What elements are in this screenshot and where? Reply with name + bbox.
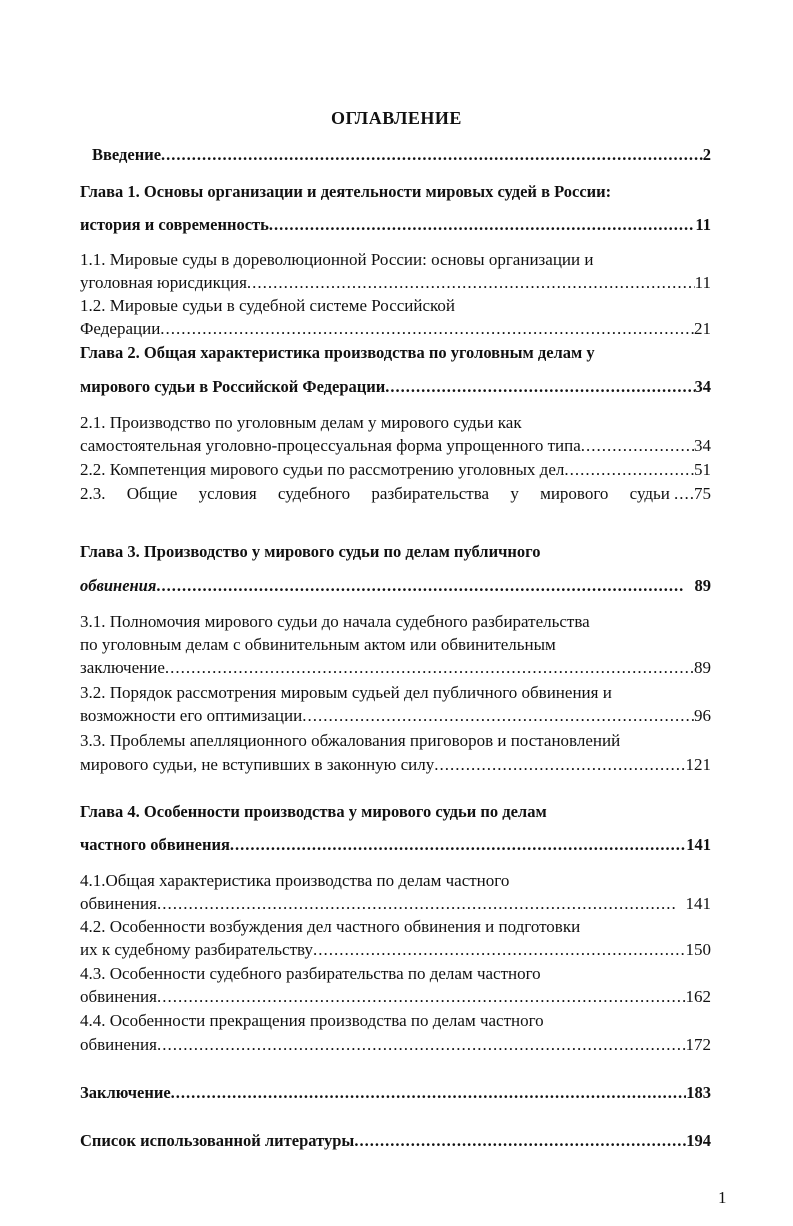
toc-chapter-2-heading: Глава 2. Общая характеристика производства по уголовным делам у bbox=[80, 343, 595, 362]
toc-section-4-4-entry: обвинения ..... 172 bbox=[80, 1035, 711, 1057]
toc-section-3-2-line1: 3.2. Порядок рассмотрения мировым судьей дел публичного обвинения и bbox=[80, 683, 612, 702]
toc-section-1-2-line1: 1.2. Мировые судьи в судебной системе Российской bbox=[80, 296, 456, 315]
toc-chapter-3-heading: Глава 3. Производство у мирового судьи по делам публичного bbox=[80, 542, 541, 561]
toc-section-3-1-line1: 3.1. Полномочия мирового судьи до начала судебного разбирательства bbox=[80, 612, 590, 631]
toc-section-3-2-entry: возможности его оптимизации ..... 96 bbox=[80, 706, 711, 728]
toc-section-3-1-entry: заключение ..... 89 bbox=[80, 658, 711, 680]
toc-chapter-3-entry: обвинения ..... 89 bbox=[80, 576, 711, 598]
toc-section-2-1-line1: 2.1. Производство по уголовным делам у мирового судьи как bbox=[80, 413, 522, 432]
toc-entry-bibliography: Список использованной литературы ..... 194 bbox=[80, 1131, 711, 1153]
toc-section-4-2-line1: 4.2. Особенности возбуждения дел частного обвинения и подготовки bbox=[80, 917, 581, 936]
toc-chapter-2-entry: мирового судьи в Российской Федерации ..... 34 bbox=[80, 377, 711, 399]
toc-section-4-3-line1: 4.3. Особенности судебного разбирательства по делам частного bbox=[80, 964, 541, 983]
toc-chapter-1-heading: Глава 1. Основы организации и деятельности мировых судей в России: bbox=[80, 182, 612, 201]
toc-chapter-4-heading: Глава 4. Особенности производства у мирового судьи по делам bbox=[80, 802, 547, 821]
toc-section-2-2-entry: 2.2. Компетенция мирового судьи по рассмотрению уголовных дел ..... 51 bbox=[80, 460, 711, 482]
toc-section-4-4-line1: 4.4. Особенности прекращения производства по делам частного bbox=[80, 1011, 544, 1030]
toc-section-4-1-line1: 4.1.Общая характеристика производства по делам частного bbox=[80, 871, 510, 890]
toc-section-2-3-entry: 2.3. Общие условия судебного разбирательства у мирового судьи ..... 75 bbox=[80, 484, 711, 506]
page-title: ОГЛАВЛЕНИЕ bbox=[331, 108, 462, 128]
toc-entry-intro: Введение ..... 2 bbox=[92, 145, 711, 167]
toc-chapter-4-entry: частного обвинения ..... 141 bbox=[80, 835, 711, 857]
toc-section-4-1-entry: обвинения ..... 141 bbox=[80, 894, 711, 916]
toc-entry-conclusion: Заключение ..... 183 bbox=[80, 1083, 711, 1105]
toc-section-1-2-entry: Федерации ..... 21 bbox=[80, 319, 711, 341]
toc-section-1-1-entry: уголовная юрисдикция ..... 11 bbox=[80, 273, 711, 295]
toc-section-4-3-entry: обвинения ..... 162 bbox=[80, 987, 711, 1009]
toc-section-2-1-entry: самостоятельная уголовно-процессуальная форма упрощенного типа ..... 34 bbox=[80, 436, 711, 458]
toc-section-3-1-line2: по уголовным делам с обвинительным актом или обвинительным bbox=[80, 635, 556, 654]
toc-section-1-1-line1: 1.1. Мировые суды в дореволюционной России: основы организации и bbox=[80, 250, 594, 269]
toc-section-3-3-line1: 3.3. Проблемы апелляционного обжалования приговоров и постановлений bbox=[80, 731, 621, 750]
page-number: 1 bbox=[718, 1188, 727, 1207]
toc-chapter-1-entry: история и современность ..... 11 bbox=[80, 215, 711, 237]
toc-section-3-3-entry: мирового судьи, не вступивших в законную силу ..... 121 bbox=[80, 755, 711, 777]
toc-section-4-2-entry: их к судебному разбирательству ..... 150 bbox=[80, 940, 711, 962]
